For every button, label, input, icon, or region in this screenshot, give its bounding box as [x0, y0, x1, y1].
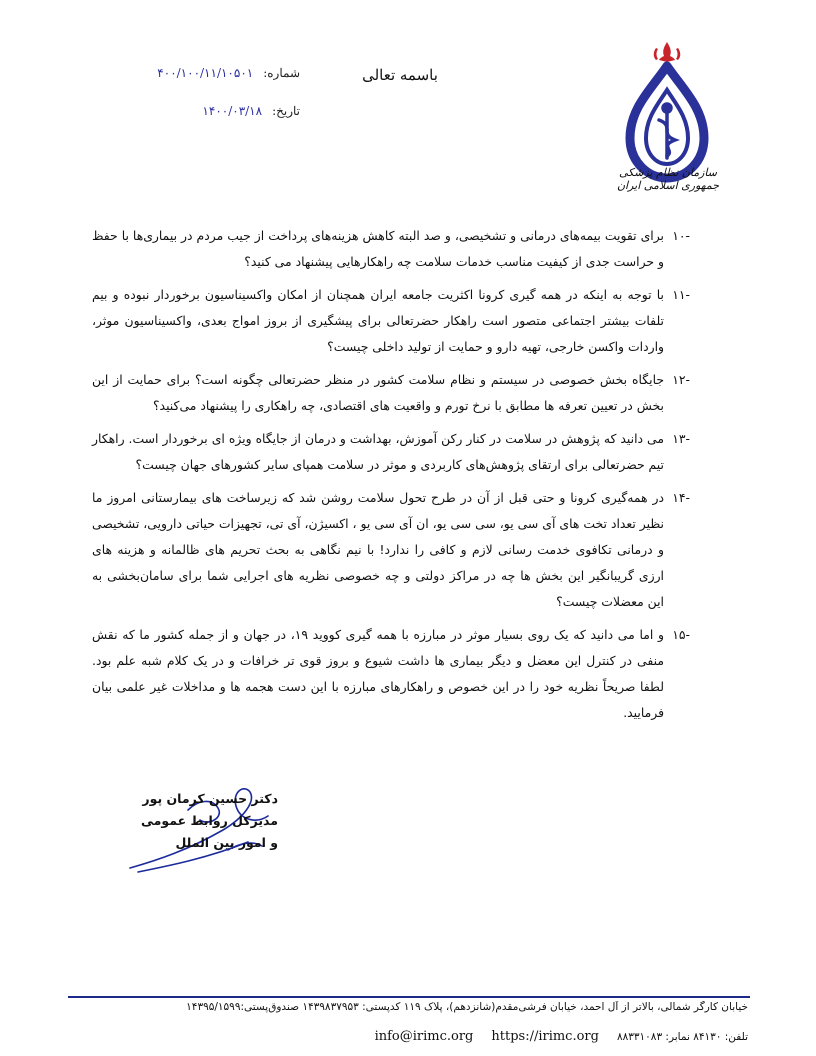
question-item	[92, 426, 690, 478]
question-item	[92, 223, 690, 275]
question-number: -۱۳	[672, 431, 690, 446]
questions-list	[92, 223, 690, 733]
footer-contacts	[200, 1029, 748, 1044]
signature-block	[128, 780, 308, 880]
letter-date-label: تاریخ:	[272, 104, 300, 118]
question-text: و اما می دانید که یک روی بسیار موثر در مبارزه با همه گیری کووید ۱۹، در جهان و از جمله کشور ما که نقش منفی در کنترل این معضل و دیگر بیماری ها داشت شیوع و بروز قوی تر خرافات و در یک کلام شبه علم بود. لطفا صریحاً نظریه خود را در این خصوص و راهکارهای مبارزه با این دست هجمه ها و مداخلات غیر علمی بیان فرمایید.	[92, 627, 664, 720]
signer-title-continued: و امور بین الملل	[175, 835, 278, 850]
signer-name: دکتر حسین کرمان پور	[142, 791, 278, 806]
letter-number-value: ۴۰۰/۱۰۰/۱۱/۱۰۵۰۱	[157, 66, 254, 80]
question-item	[92, 485, 690, 615]
letter-date-value: ۱۴۰۰/۰۳/۱۸	[202, 104, 263, 118]
question-number: -۱۴	[672, 490, 690, 505]
footer-phone: تلفن: ۸۴۱۳۰ نمابر: ۸۸۳۳۱۰۸۳	[616, 1031, 748, 1043]
question-text: می دانید که پژوهش در سلامت در کنار رکن آموزش، بهداشت و درمان از جایگاه ویژه ای برخوردار است. راهکار تیم حضرتعالی برای ارتقای پژوهش‌های کاربردی و موثر در سلامت همپای سایر کشورهای جهان چیست؟	[92, 431, 664, 472]
question-text: برای تقویت بیمه‌های درمانی و تشخیصی، و صد البته کاهش هزینه‌های پرداخت از جیب مردم در بیماری‌ها با حفظ و حراست جدی از کیفیت مناسب خدمات سلامت چه راهکارهایی پیشنهاد می کنید؟	[92, 228, 664, 269]
footer-address: خیابان کارگر شمالی، بالاتر از آل احمد، خیابان فرشی‌مقدم(شانزدهم)، پلاک ۱۱۹ کدپستی: ۱۴۳۹۸۳۷۹۵۳ صندوق‌پستی:۱۴۳۹۵/۱۵۹۹	[186, 1001, 748, 1013]
question-item	[92, 282, 690, 360]
question-text: در همه‌گیری کرونا و حتی قبل از آن در طرح تحول سلامت روشن شد که زیرساخت های بیمارستانی امروز ما نظیر تعداد تخت های آی سی یو، سی سی یو، ان آی سی یو ، اکسیژن، آی تی، تجهیزات حیاتی دارویی، تشخیصی و درمانی تکافوی خدمت رسانی لازم و کافی را ندارد! با نیم نگاهی به بحث تحریم های ظالمانه و هزینه های ارزی گریبانگیر این بخش ها چه در مراکز دولتی و چه خصوصی نظریه های اجرایی شما برای سامان‌بخشی به این معضلات چیست؟	[92, 490, 664, 609]
question-item	[92, 367, 690, 419]
letter-number-label: شماره:	[263, 66, 300, 80]
organization-name: سازمان نظام پزشکی جمهوری اسلامی ایران	[616, 166, 720, 192]
question-number: -۱۱	[672, 287, 690, 302]
question-number: -۱۰	[672, 228, 690, 243]
signer-title: مدیرکل روابط عمومی	[140, 813, 278, 828]
question-text: جایگاه بخش خصوصی در سیستم و نظام سلامت کشور در منظر حضرتعالی چگونه است؟ برای حمایت از این بخش در تعیین تعرفه ها مطابق با نرخ تورم و واقعیت های اقتصادی، چه راهکاری را پیشنهاد می‌کنید؟	[92, 372, 664, 413]
question-item	[92, 622, 690, 726]
footer-email-link[interactable]: info@irimc.org	[374, 1029, 474, 1044]
signature-text	[128, 788, 278, 854]
footer-website-link[interactable]: https://irimc.org	[491, 1029, 599, 1044]
question-number: -۱۵	[672, 627, 690, 642]
question-text: با توجه به اینکه در همه گیری کرونا اکثریت جامعه ایران همچنان از امکان واکسیناسیون برخوردار نبوده و بیم تلفات بیشتر اجتماعی متصور است راهکار حضرتعالی برای پیشگیری از بروز امواج بعدی، واکسیناسیون موثر، واردات واکسن خارجی، تهیه دارو و حمایت از تولید داخلی چیست؟	[92, 287, 664, 354]
letter-number-row	[140, 66, 300, 80]
footer-divider	[68, 996, 750, 998]
bismillah-heading: باسمه تعالی	[362, 66, 438, 84]
question-number: -۱۲	[672, 372, 690, 387]
letter-date-row	[140, 104, 300, 118]
